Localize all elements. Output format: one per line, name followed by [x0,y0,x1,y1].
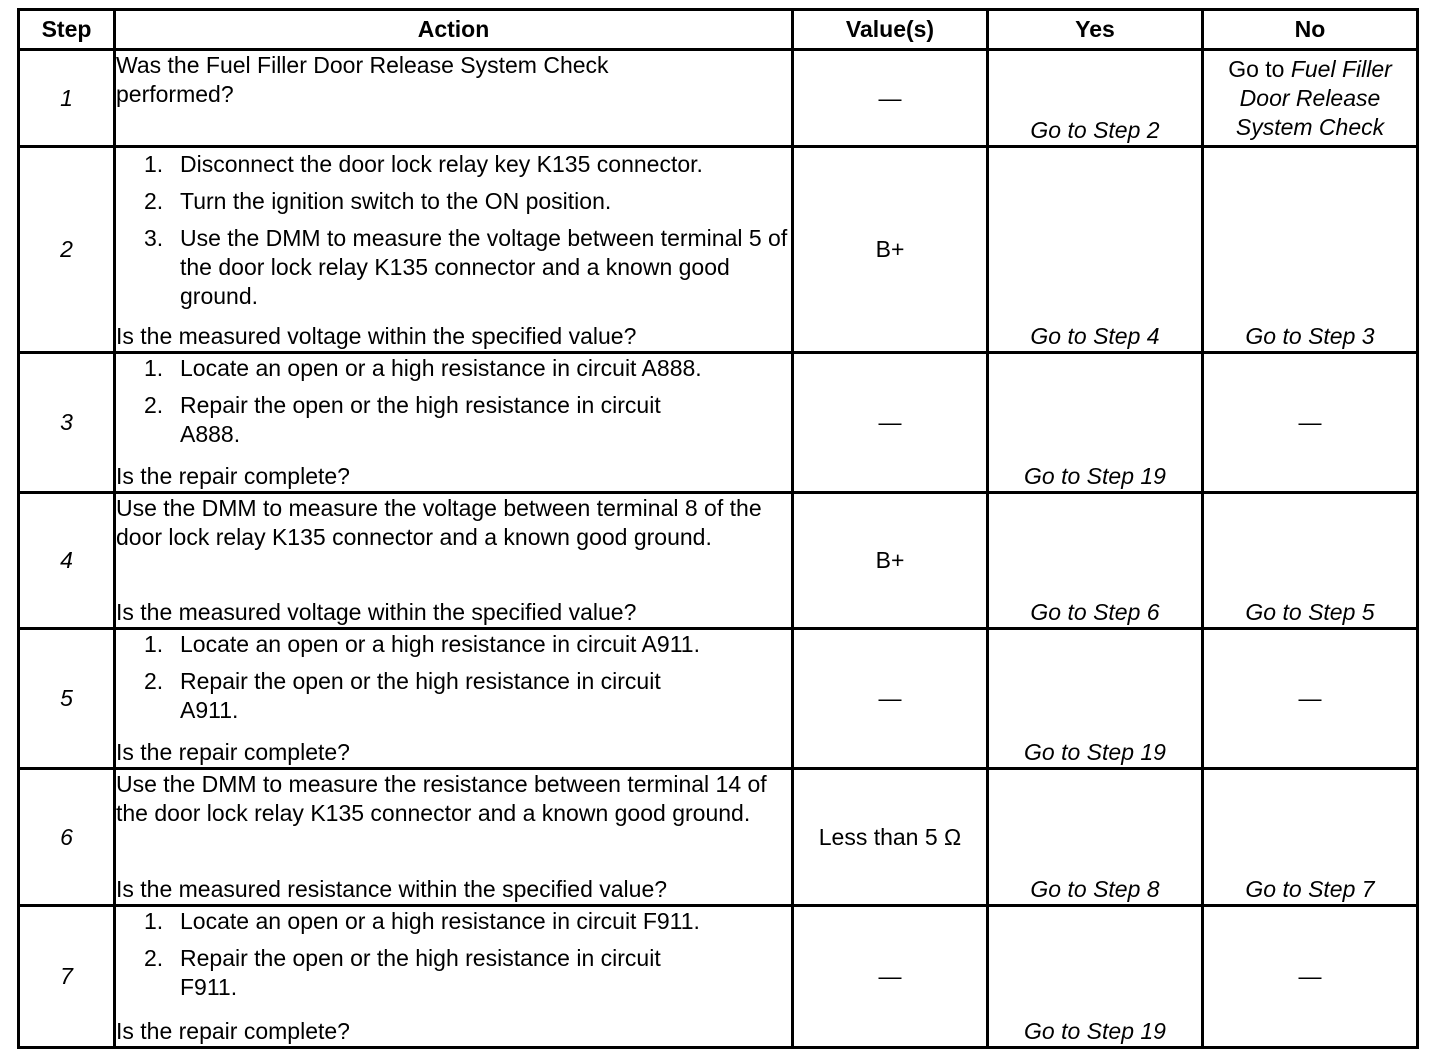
header-action: Action [115,10,793,50]
value-cell: B+ [793,493,988,629]
yes-cell: Go to Step 2 [988,50,1203,147]
list-item: 3. Use the DMM to measure the voltage between terminal 5 of the door lock relay K135 connector and a known good ground. [144,225,788,309]
list-item: 1. Locate an open or a high resistance in circuit A888. [144,355,702,381]
no-link: Fuel Filler Door Release System Check [1235,56,1392,140]
diagnostic-table [17,8,1419,1049]
yes-cell: Go to Step 19 [988,353,1203,493]
action-text: Use the DMM to measure the voltage between terminal 8 of the door lock relay K135 connector and a known good ground. [116,495,762,550]
action-question: Is the measured resistance within the specified value? [116,876,668,902]
step-number: 2 [19,147,115,353]
table-row [19,147,1418,353]
list-item: 1. Locate an open or a high resistance in circuit A911. [144,631,700,657]
action-cell [115,906,793,1048]
header-no: No [1203,10,1418,50]
no-cell: Go to Step 7 [1203,769,1418,906]
no-cell: — [1203,353,1418,493]
table-row [19,50,1418,147]
yes-cell: Go to Step 6 [988,493,1203,629]
header-values: Value(s) [793,10,988,50]
step-number: 7 [19,906,115,1048]
table-row [19,353,1418,493]
value-cell: — [793,50,988,147]
header-step: Step [19,10,115,50]
table-row [19,906,1418,1048]
table-row [19,769,1418,906]
action-text: Use the DMM to measure the resistance between terminal 14 of the door lock relay K135 connector and a known good ground. [116,771,767,826]
list-item: 2. Repair the open or the high resistance in circuit A888. [144,392,661,447]
action-question: Is the repair complete? [116,739,350,765]
list-item: 1. Locate an open or a high resistance in circuit F911. [144,908,700,934]
no-cell: Go to Step 5 [1203,493,1418,629]
yes-cell: Go to Step 19 [988,629,1203,769]
no-cell [1203,50,1418,147]
header-row [19,10,1418,50]
action-cell [115,493,793,629]
action-steps [116,630,791,725]
action-cell [115,50,793,147]
action-cell [115,769,793,906]
header-yes: Yes [988,10,1203,50]
yes-cell: Go to Step 8 [988,769,1203,906]
no-cell: Go to Step 3 [1203,147,1418,353]
no-cell: — [1203,629,1418,769]
list-item: 2. Turn the ignition switch to the ON position. [144,188,612,214]
list-item: 2. Repair the open or the high resistance in circuit F911. [144,945,661,1000]
step-number: 5 [19,629,115,769]
action-question: Is the repair complete? [116,463,350,489]
no-prefix: Go to [1228,56,1291,82]
step-number: 4 [19,493,115,629]
action-steps [116,150,791,319]
value-cell: — [793,353,988,493]
value-cell: — [793,629,988,769]
step-number: 3 [19,353,115,493]
action-question: Is the measured voltage within the specified value? [116,599,637,625]
action-steps [116,354,791,449]
action-text: Was the Fuel Filler Door Release System Check performed? [116,52,609,107]
action-cell [115,353,793,493]
no-cell: — [1203,906,1418,1048]
action-steps [116,907,791,1002]
action-cell [115,147,793,353]
step-number: 1 [19,50,115,147]
table-row [19,629,1418,769]
action-cell [115,629,793,769]
step-number: 6 [19,769,115,906]
value-cell: B+ [793,147,988,353]
table-row [19,493,1418,629]
list-item: 2. Repair the open or the high resistance in circuit A911. [144,668,661,723]
action-question: Is the repair complete? [116,1018,350,1044]
list-item: 1. Disconnect the door lock relay key K135 connector. [144,151,703,177]
yes-cell: Go to Step 4 [988,147,1203,353]
yes-cell: Go to Step 19 [988,906,1203,1048]
value-cell: Less than 5 Ω [793,769,988,906]
value-cell: — [793,906,988,1048]
action-question: Is the measured voltage within the specified value? [116,323,637,349]
